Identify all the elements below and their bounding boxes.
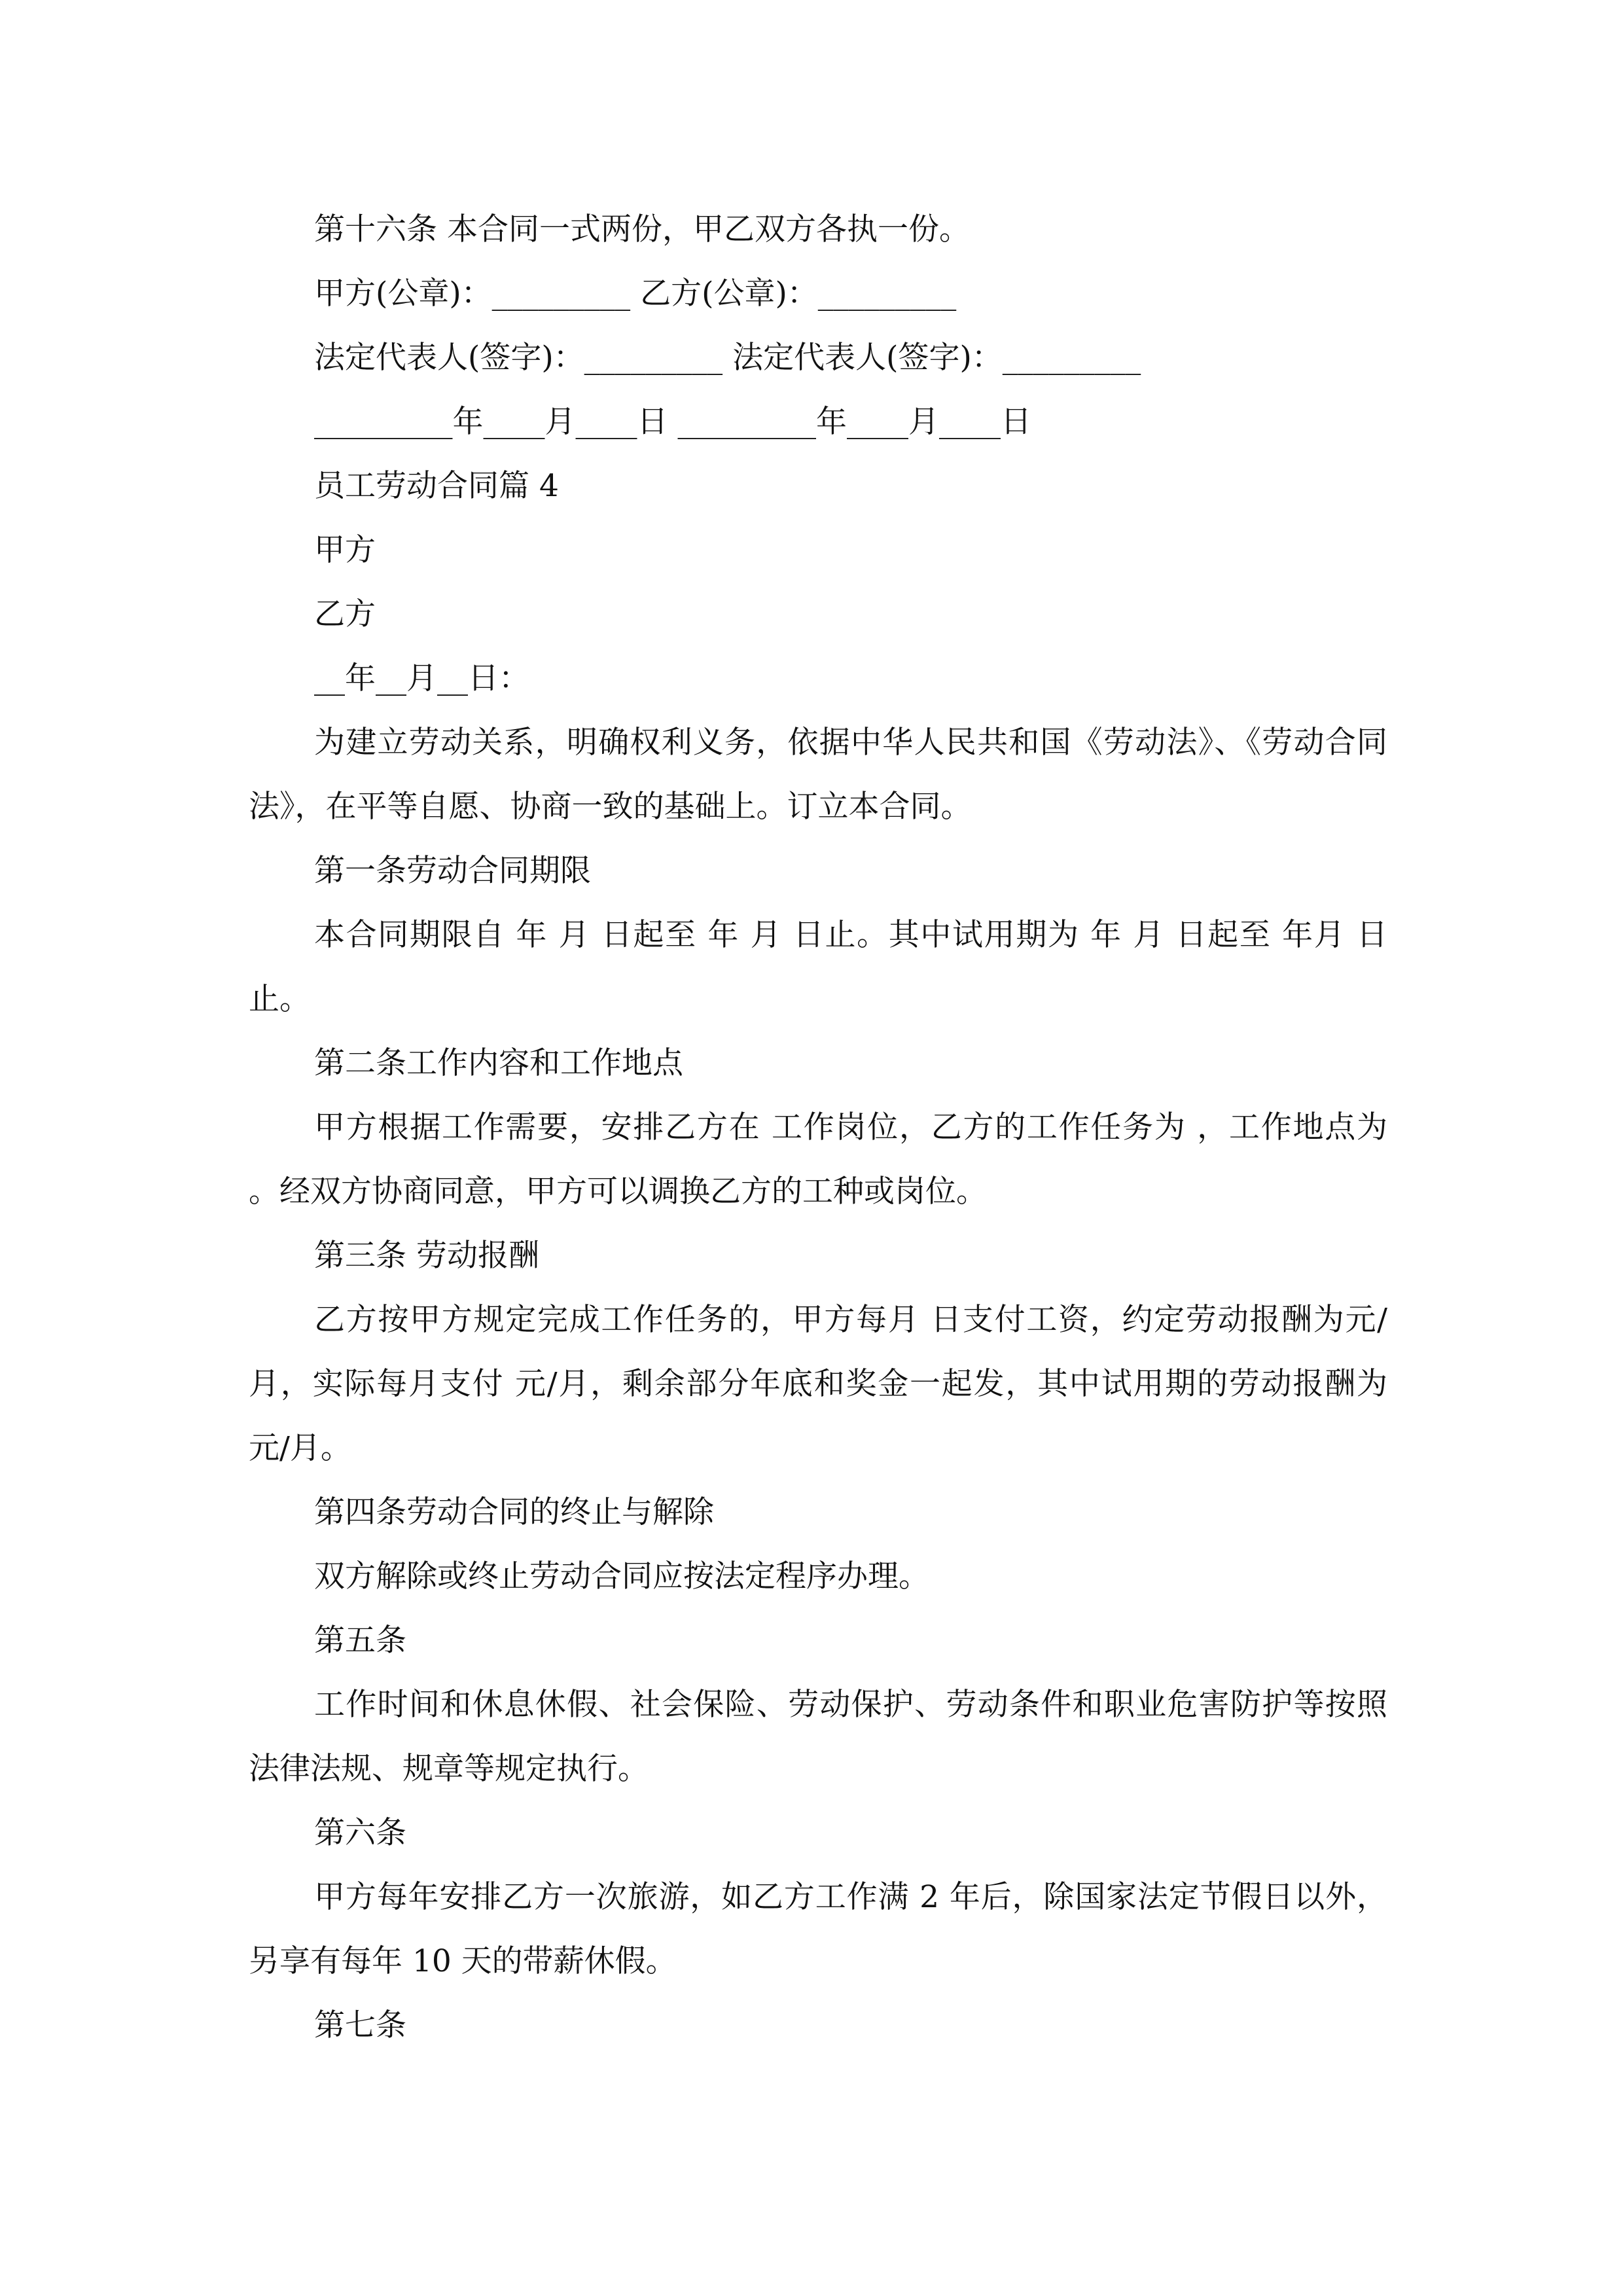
article-1-body: 本合同期限自 年 月 日起至 年 月 日止。其中试用期为 年 月 日起至 年月 日止。 bbox=[249, 917, 1387, 1017]
article-2-title: 第二条工作内容和工作地点 bbox=[314, 1045, 683, 1081]
article-3-title: 第三条 劳动报酬 bbox=[314, 1238, 539, 1274]
article-2-body: 甲方根据工作需要，安排乙方在 工作岗位，乙方的工作任务为 ，工作地点为 。经双方协商同意，甲方可以调换乙方的工种或岗位。 bbox=[249, 1109, 1387, 1210]
party-b-label: 乙方 bbox=[314, 596, 376, 632]
article-7-title: 第七条 bbox=[314, 2007, 406, 2043]
section-title: 员工劳动合同篇 4 bbox=[314, 468, 559, 504]
date-line: __年__月__日： bbox=[314, 660, 529, 696]
article-6-title: 第六条 bbox=[314, 1815, 406, 1851]
party-a-label: 甲方 bbox=[314, 532, 376, 568]
signature-representative-line: 法定代表人(签字)：_________ 法定代表人(签字)：_________ bbox=[314, 340, 1141, 376]
article-4-body: 双方解除或终止劳动合同应按法定程序办理。 bbox=[314, 1558, 929, 1594]
clause-16: 第十六条 本合同一式两份，甲乙双方各执一份。 bbox=[314, 211, 970, 247]
preamble-paragraph: 为建立劳动关系，明确权利义务，依据中华人民共和国《劳动法》、《劳动合同法》，在平等自愿、协商一致的基础上。订立本合同。 bbox=[249, 725, 1387, 825]
article-1-title: 第一条劳动合同期限 bbox=[314, 853, 591, 889]
article-6-body: 甲方每年安排乙方一次旅游，如乙方工作满 2 年后，除国家法定节假日以外，另享有每年 10 天的带薪休假。 bbox=[249, 1879, 1387, 1979]
article-5-body: 工作时间和休息休假、社会保险、劳动保护、劳动条件和职业危害防护等按照法律法规、规章等规定执行。 bbox=[249, 1687, 1387, 1787]
article-3-body: 乙方按甲方规定完成工作任务的，甲方每月 日支付工资，约定劳动报酬为元/月，实际每月支付 元/月，剩余部分年底和奖金一起发，其中试用期的劳动报酬为 元/月。 bbox=[249, 1302, 1387, 1466]
signature-seal-line: 甲方(公章)：_________ 乙方(公章)：_________ bbox=[314, 276, 957, 312]
article-4-title: 第四条劳动合同的终止与解除 bbox=[314, 1494, 714, 1530]
article-5-title: 第五条 bbox=[314, 1623, 406, 1659]
signature-date-line: _________年____月____日 _________年____月____日 bbox=[314, 404, 1031, 440]
